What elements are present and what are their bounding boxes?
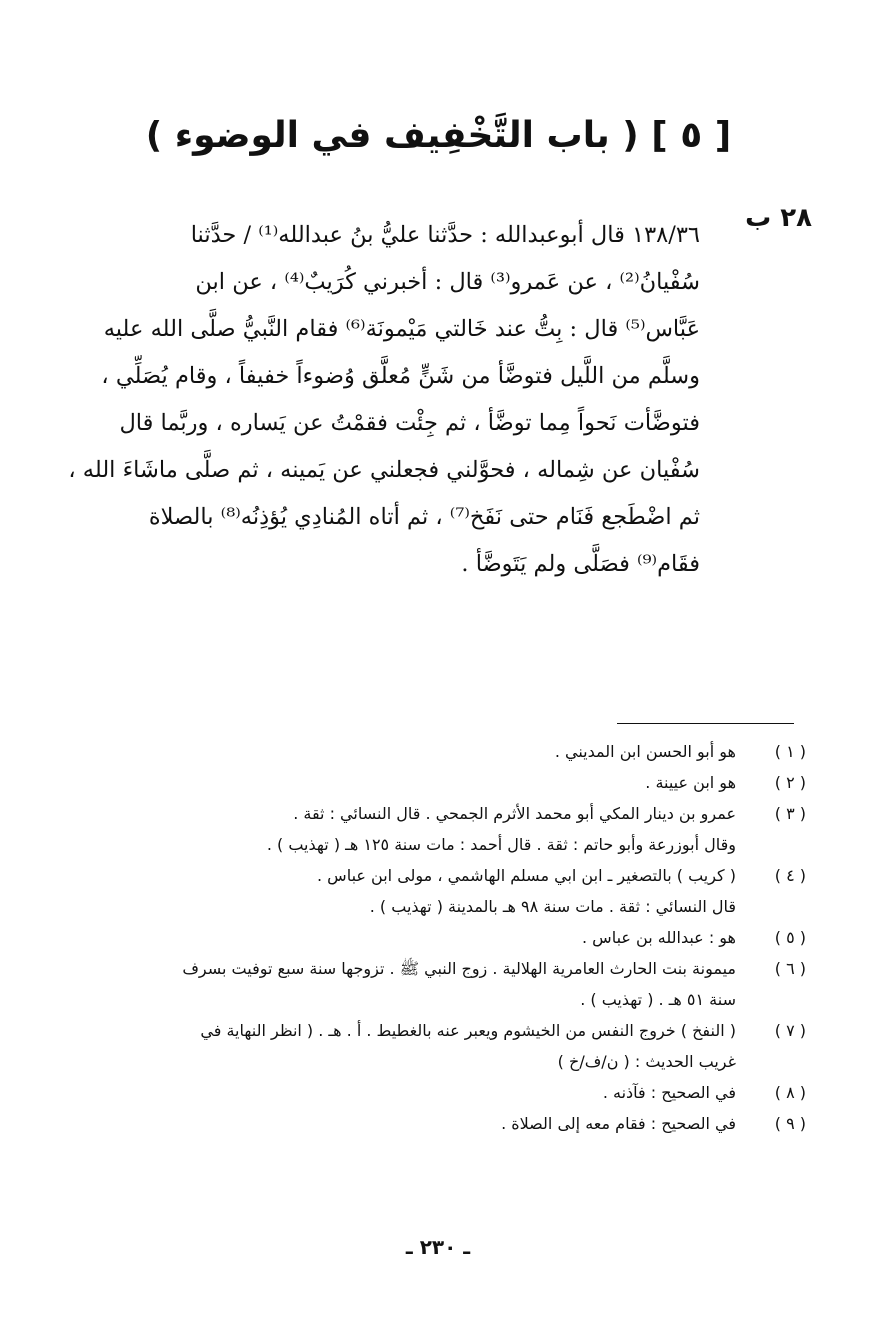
footnote-item [50,1108,806,1139]
footnote-line: ميمونة بنت الحارث العامرية الهلالية . زوج النبي ﷺ . تزوجها سنة سبع توفيت بسرف [182,959,736,978]
footnote-line: هو أبو الحسن ابن المديني . [554,742,736,761]
footnote-item [50,953,806,1015]
footnote-item [50,1077,806,1108]
footnote-number: ( ٩ ) [774,1114,806,1133]
footnote-item [50,1015,806,1077]
hadith-line: فقَام⁽⁹⁾ فصَلَّى ولم يَتَوضَّأ . [461,551,700,577]
footnote-number: ( ٣ ) [774,804,806,823]
footnote-body [50,1077,736,1108]
footnote-number: ( ١ ) [774,742,806,761]
footnote-line: ( النفخ ) خروج النفس من الخيشوم ويعبر عنه بالغطيط . أ . هـ . ( انظر النهاية في [200,1021,736,1040]
hadith-line: وسلَّم من اللَّيل فتوضَّأ من شَنٍّ مُعلَّق وُضوءاً خفيفاً ، وقام يُصَلِّي ، [101,363,700,389]
footnote-item [50,767,806,798]
hadith-line: فتوضَّأت نَحواً مِما توضَّأ ، ثم جِئْت فقمْتُ عن يَساره ، وربَّما قال [119,410,700,436]
footnote-number: ( ٧ ) [774,1021,806,1040]
hadith-line: عَبَّاس⁽⁵⁾ قال : بِتُّ عند خَالتي مَيْمونَة⁽⁶⁾ فقام النَّبيُّ صلَّى الله عليه [103,316,700,342]
hadith-line: ١٣٨/٣٦ قال أبوعبدالله : حدَّثنا عليُّ بنُ عبدالله⁽¹⁾ / حدَّثنا [190,222,700,248]
hadith-line: ثم اضْطَجع فَنَام حتى نَفَخ⁽⁷⁾ ، ثم أتاه المُنادِي يُؤذِنُه⁽⁸⁾ بالصلاة [148,504,700,530]
footnote-number: ( ٢ ) [774,773,806,792]
footnote-line: سنة ٥١ هـ . ( تهذيب ) . [580,990,736,1009]
page-number: ـ ٢٣٠ ـ [405,1235,471,1259]
footnote-body [50,860,736,922]
footnote-body [50,1015,736,1077]
footnote-number: ( ٤ ) [774,866,806,885]
manuscript-folio-ref: ٢٨ ب [745,203,812,233]
chapter-title: [ ٥ ] ( باب التَّخْفِيف في الوضوء ) [145,115,732,156]
footnote-number: ( ٥ ) [774,928,806,947]
footnote-number: ( ٦ ) [774,959,806,978]
footnote-line: هو ابن عيينة . [645,773,736,792]
footnote-item [50,922,806,953]
footnote-body [50,1108,736,1139]
footnote-body [50,922,736,953]
footnote-item [50,798,806,860]
footnote-line: غريب الحديث : ( ن/ف/خ ) [557,1052,736,1071]
footnote-divider [617,723,794,724]
hadith-line: سُفْيانُ⁽²⁾ ، عن عَمرو⁽³⁾ قال : أخبرني كُرَيبٌ⁽⁴⁾ ، عن ابن [195,269,700,295]
hadith-text [44,212,700,588]
footnote-line: في الصحيح : فقام معه إلى الصلاة . [501,1114,736,1133]
footnote-line: قال النسائي : ثقة . مات سنة ٩٨ هـ بالمدينة ( تهذيب ) . [369,897,736,916]
footnote-line: هو : عبدالله بن عباس . [582,928,736,947]
footnote-line: عمرو بن دينار المكي أبو محمد الأثرم الجمحي . قال النسائي : ثقة . [293,804,736,823]
footnote-line: ( كريب ) بالتصغير ـ ابن ابي مسلم الهاشمي ، مولى ابن عباس . [317,866,736,885]
footnote-number: ( ٨ ) [774,1083,806,1102]
footnote-line: في الصحيح : فآذنه . [602,1083,736,1102]
footnote-body [50,798,736,860]
footnote-body [50,767,736,798]
footnotes [50,736,806,1139]
footnote-line: وقال أبوزرعة وأبو حاتم : ثقة . قال أحمد : مات سنة ١٢٥ هـ ( تهذيب ) . [266,835,736,854]
footnote-body [50,736,736,767]
footnote-item [50,736,806,767]
footnote-body [50,953,736,1015]
footnote-item [50,860,806,922]
hadith-line: سُفْيان عن شِماله ، فحوَّلني فجعلني عن يَمينه ، ثم صلَّى ماشَاءَ الله ، [68,457,700,483]
